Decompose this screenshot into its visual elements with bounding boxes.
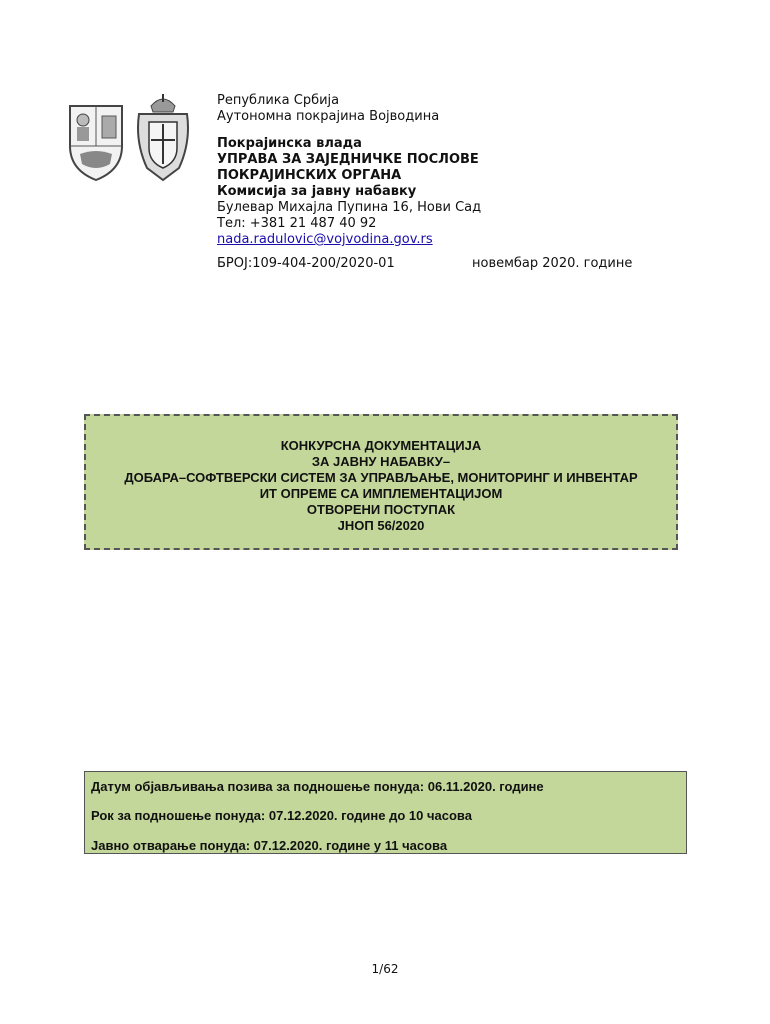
reference-line [217,256,637,271]
phone-line: Тел: +381 21 487 40 92 [217,216,377,231]
province-line: Аутономна покрајина Војводина [217,109,440,124]
publication-date: Датум објављивања позива за подношење понуда: 06.11.2020. године [91,779,544,794]
office-line-1: УПРАВА ЗА ЗАЈЕДНИЧКЕ ПОСЛОВЕ [217,152,479,167]
institution-header [217,93,481,248]
country-line: Република Србија [217,93,340,108]
address-line: Булевар Михајла Пупина 16, Нови Сад [217,200,482,215]
submission-deadline: Рок за подношење понуда: 07.12.2020. године до 10 часова [91,808,472,823]
vojvodina-coat-of-arms-icon [66,102,126,182]
office-line-2: ПОКРАЈИНСКИХ ОРГАНА [217,168,402,183]
commission-line: Комисија за јавну набавку [217,184,417,199]
dates-info-box [84,771,687,854]
title-line-4: ИТ ОПРЕМЕ СА ИМПЛЕМЕНТАЦИЈОМ [259,486,503,501]
page-number: 1/62 [371,962,399,976]
reference-date: новембар 2020. године [472,256,633,271]
title-line-6: ЈНОП 56/2020 [337,518,425,533]
document-title-box [84,414,678,550]
government-line: Покрајинска влада [217,136,362,151]
title-line-2: ЗА ЈАВНУ НАБАВКУ– [311,454,451,469]
opening-date: Јавно отварање понуда: 07.12.2020. године у 11 часова [91,838,448,853]
reference-number: БРОЈ:109-404-200/2020-01 [217,256,395,271]
serbia-coat-of-arms-icon [133,92,193,182]
title-line-5: ОТВОРЕНИ ПОСТУПАК [306,502,456,517]
title-line-3: ДОБАРА–СОФТВЕРСКИ СИСТЕМ ЗА УПРАВЉАЊЕ, МОНИТОРИНГ И ИНВЕНТАР [124,470,638,485]
title-line-1: КОНКУРСНА ДОКУМЕНТАЦИЈА [280,438,482,453]
email-link[interactable]: nada.radulovic@vojvodina.gov.rs [217,232,433,247]
